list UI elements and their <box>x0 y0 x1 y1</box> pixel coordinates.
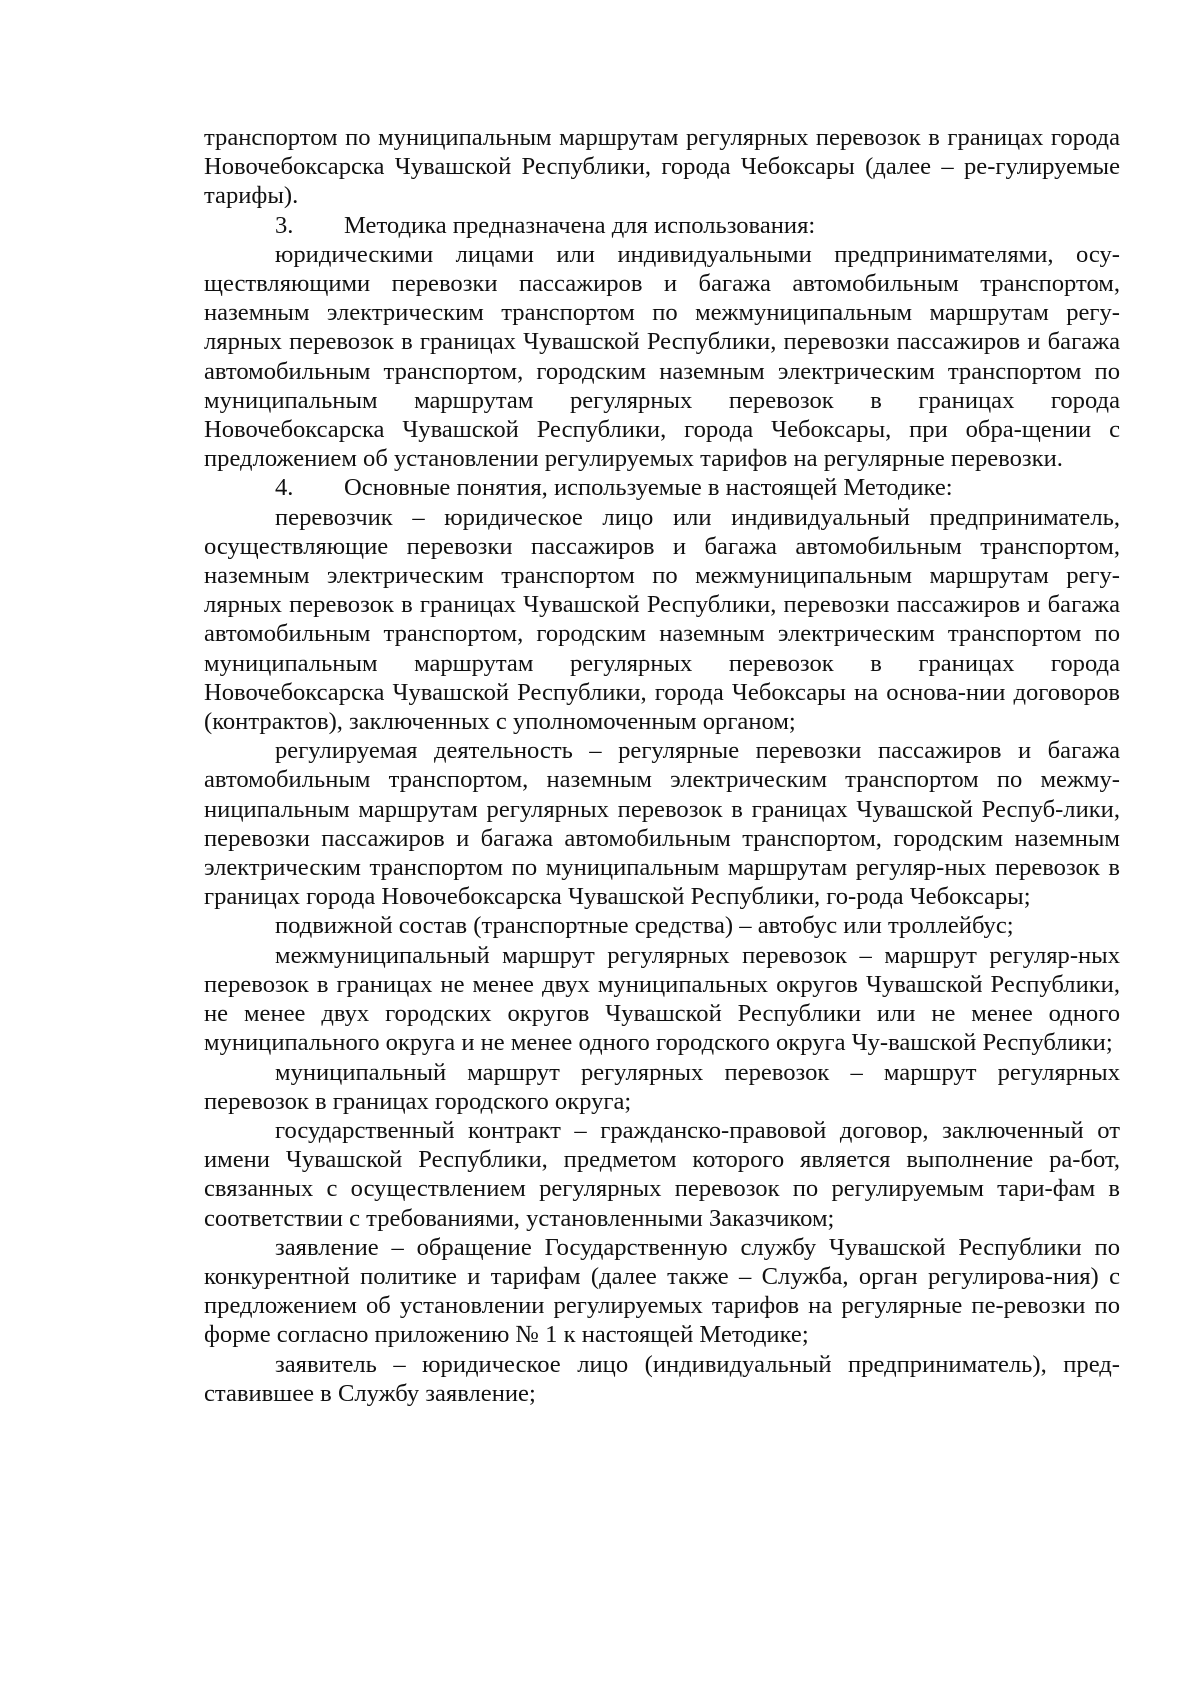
item-4-number: 4. <box>275 474 294 502</box>
definition-carrier: перевозчик – юридическое лицо или индивидуальный предприниматель, осуществляющие перевозки пассажиров и багажа автомобильным транспортом, наземным электрическим транспортом по межмуниципальным маршрутам регу-лярных перевозок в границах Чувашской Республики, перевозки пассажиров и багажа автомобильным транспортом, городским наземным электрическим транспортом по муниципальным маршрутам регулярных перевозок в границах города Новочебоксарска Чувашской Республики, города Чебоксары на основа-нии договоров (контрактов), заключенных с уполномоченным органом; <box>204 503 1120 736</box>
item-3-text: Методика предназначена для использования: <box>344 211 816 239</box>
definition-state-contract: государственный контракт – гражданско-правовой договор, заключенный от имени Чувашской Республики, предметом которого является выполнение ра-бот, связанных с осуществлением регулярных перевозок по регулируемым тари-фам в соответствии с требованиями, установленными Заказчиком; <box>204 1116 1120 1232</box>
paragraph-method-usage: юридическими лицами или индивидуальными предпринимателями, осу-ществляющими перевозки пассажиров и багажа автомобильным транспортом, наземным электрическим транспортом по межмуниципальным маршрутам регу-лярных перевозок в границах Чувашской Республики, перевозки пассажиров и багажа автомобильным транспортом, городским наземным электрическим транспортом по муниципальным маршрутам регулярных перевозок в границах города Новочебоксарска Чувашской Республики, города Чебоксары, при обра-щении с предложением об установлении регулируемых тарифов на регулярные перевозки. <box>204 240 1120 473</box>
item-3-number: 3. <box>275 211 294 239</box>
definition-municipal-route: муниципальный маршрут регулярных перевозок – маршрут регулярных перевозок в границах городского округа; <box>204 1058 1120 1115</box>
item-4-heading <box>204 473 1120 502</box>
document-page <box>204 123 1120 1408</box>
definition-regulated-activity: регулируемая деятельность – регулярные перевозки пассажиров и багажа автомобильным транспортом, наземным электрическим транспортом по межму-ниципальным маршрутам регулярных перевозок в границах Чувашской Респуб-лики, перевозки пассажиров и багажа автомобильным транспортом, городским наземным электрическим транспортом по муниципальным маршрутам регуляр-ных перевозок в границах города Новочебоксарска Чувашской Республики, го-рода Чебоксары; <box>204 737 1120 911</box>
item-4-text: Основные понятия, используемые в настоящей Методике: <box>344 474 953 502</box>
paragraph-tariffs-continuation: транспортом по муниципальным маршрутам регулярных перевозок в границах города Новочебоксарска Чувашской Республики, города Чебоксары (далее – ре-гулируемые тарифы). <box>204 124 1120 210</box>
item-3-heading <box>204 211 1120 240</box>
definition-applicant: заявитель – юридическое лицо (индивидуальный предприниматель), пред-ставившее в Службу заявление; <box>204 1350 1120 1407</box>
definition-intermunicipal-route: межмуниципальный маршрут регулярных перевозок – маршрут регуляр-ных перевозок в границах не менее двух муниципальных округов Чувашской Республики, не менее двух городских округов Чувашской Республики или не менее одного муниципального округа и не менее одного городского округа Чу-вашской Республики; <box>204 941 1120 1057</box>
definition-application: заявление – обращение Государственную службу Чувашской Республики по конкурентной политике и тарифам (далее также – Служба, орган регулирова-ния) с предложением об установлении регулируемых тарифов на регулярные пе-ревозки по форме согласно приложению № 1 к настоящей Методике; <box>204 1233 1120 1349</box>
definition-rolling-stock: подвижной состав (транспортные средства) – автобус или троллейбус; <box>275 912 1014 940</box>
